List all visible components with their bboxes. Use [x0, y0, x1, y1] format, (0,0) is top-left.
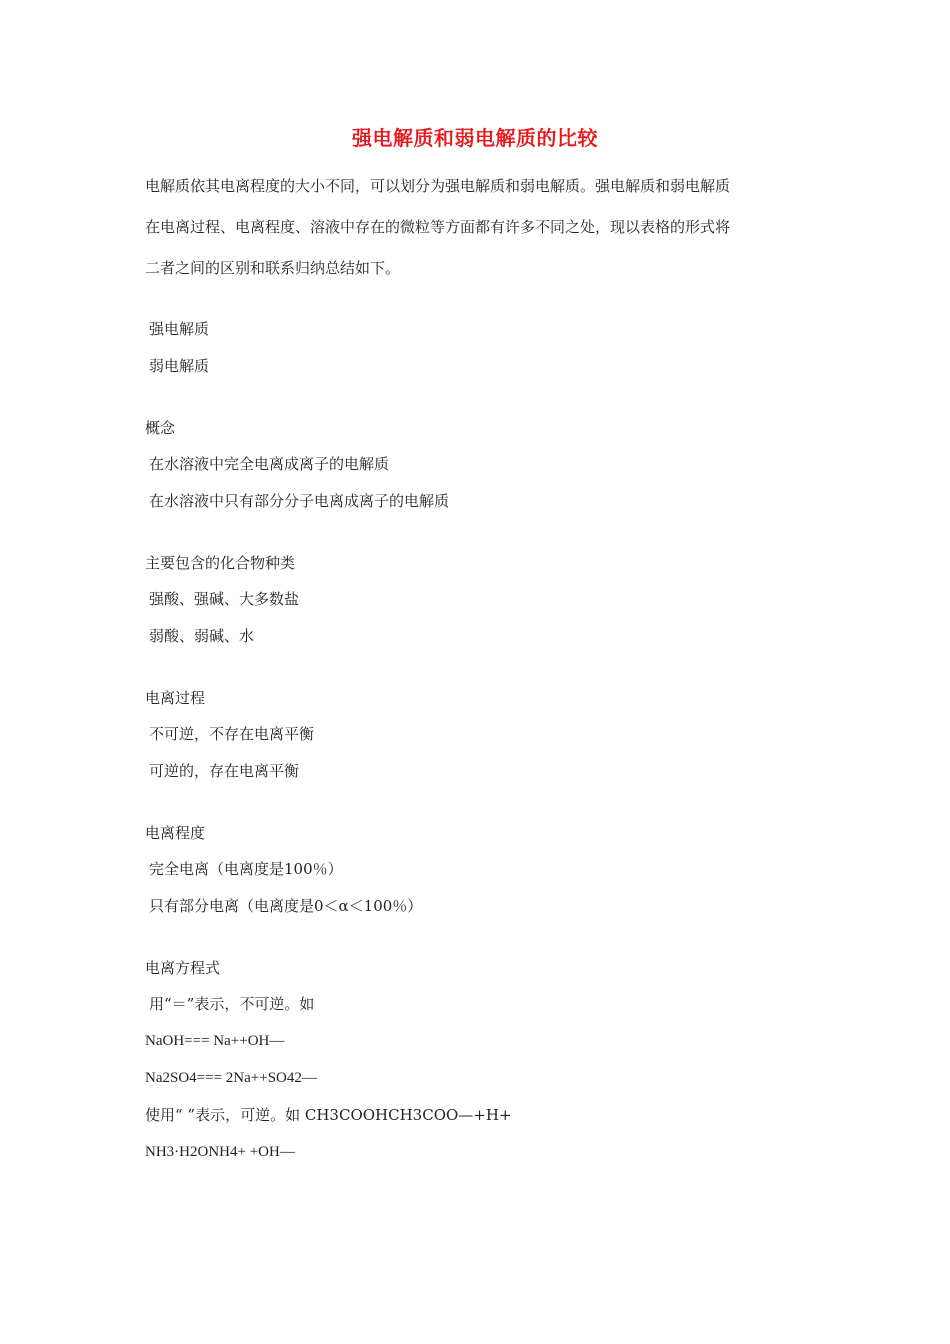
row-label-process: 电离过程: [145, 689, 206, 707]
row-label-compounds: 主要包含的化合物种类: [145, 554, 296, 572]
intro-line-3: 二者之间的区别和联系归纳总结如下。: [145, 259, 401, 277]
equation-weak-note: 使用“ ”表示，可逆。如 CH3COOHCH3COO—+H+: [145, 1106, 512, 1124]
process-strong: 不可逆，不存在电离平衡: [149, 725, 315, 743]
row-label-degree: 电离程度: [145, 824, 206, 842]
equation-weak-example-1: NH3·H2ONH4+ +OH—: [145, 1144, 295, 1160]
equation-strong-example-1: NaOH=== Na++OH—: [145, 1033, 285, 1049]
equation-strong-note: 用“＝”表示，不可逆。如: [149, 995, 315, 1013]
column-header-weak: 弱电解质: [149, 357, 210, 375]
document-title: 强电解质和弱电解质的比较: [352, 126, 598, 150]
degree-weak: 只有部分电离（电离度是0＜α＜100％）: [149, 897, 423, 915]
equation-strong-example-2: Na2SO4=== 2Na++SO42—: [145, 1070, 317, 1086]
degree-strong: 完全电离（电离度是100％）: [149, 860, 343, 878]
intro-line-1: 电解质依其电离程度的大小不同，可以划分为强电解质和弱电解质。强电解质和弱电解质: [145, 177, 731, 195]
concept-strong: 在水溶液中完全电离成离子的电解质: [149, 455, 390, 473]
compounds-strong: 强酸、强碱、大多数盐: [149, 590, 300, 608]
compounds-weak: 弱酸、弱碱、水: [149, 627, 255, 645]
row-label-concept: 概念: [145, 419, 176, 437]
concept-weak: 在水溶液中只有部分分子电离成离子的电解质: [149, 492, 450, 510]
row-label-equation: 电离方程式: [145, 959, 221, 977]
column-header-strong: 强电解质: [149, 320, 210, 338]
process-weak: 可逆的，存在电离平衡: [149, 762, 300, 780]
intro-line-2: 在电离过程、电离程度、溶液中存在的微粒等方面都有许多不同之处，现以表格的形式将: [145, 218, 731, 236]
